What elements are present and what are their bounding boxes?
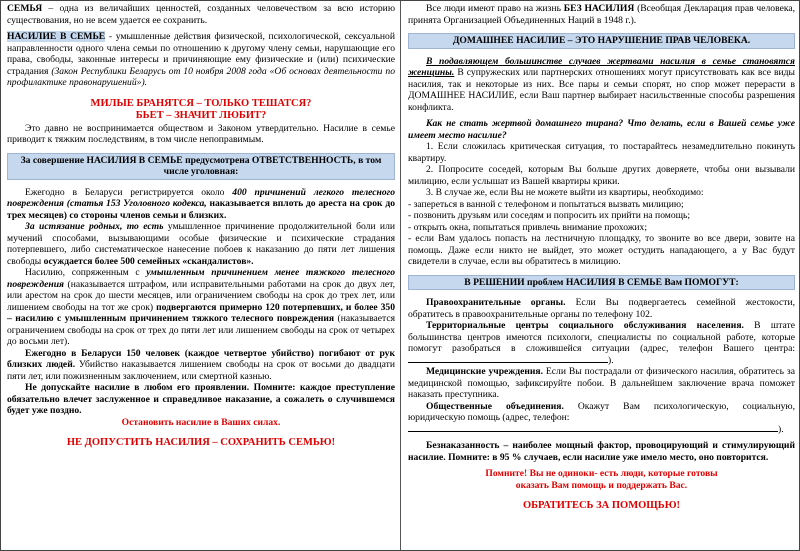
slogan-line-2: БЬЕТ – ЗНАЧИТ ЛЮБИТ? — [135, 110, 267, 121]
paragraph-torture: За истязание родных, то есть умышленное причинение продолжительной боли или мучений способами, вызывающими особые физические и психические страдания потерпевшего, либо систематическое нанесение побоев к наказанию до пяти лет лишения свободы осуждается более 500 семейных «скандалистов». — [7, 221, 395, 267]
slogan-text: Это давно не воспринимается обществом и Законом утвердительно. Насилие в семье приводит к тяжким последствиям, в том числе непоправимым. — [7, 122, 395, 145]
bullet-item: - если Вам удалось попасть на лестничную площадку, то звоните во все двери, зовите на помощь. Даже если никто не выйдет, это может остудить нападающего, а у Вас будут свидетели в случае, если вы обратитесь в милицию. — [408, 233, 795, 267]
slogan-line-1: МИЛЫЕ БРАНЯТСЯ – ТОЛЬКО ТЕШАТСЯ? — [90, 97, 312, 109]
step-3: 3. В случае же, если Вы не можете выйти из квартиры, необходимо: — [426, 187, 704, 198]
final-call: ОБРАТИТЕСЬ ЗА ПОМОЩЬЮ! — [522, 500, 681, 511]
stop-violence-line: Остановить насилие в Ваших силах. — [121, 416, 281, 428]
step-2: 2. Попросите соседей, которым Вы больше других доверяете, чтобы они вызывали милицию, если услышат из Вашей квартиры крики. — [408, 164, 795, 187]
intro-paragraph: СЕМЬЯ – одна из величайших ценностей, созданных человечеством за всю историю существования, но не всем удается ее сохранить. — [7, 3, 395, 26]
help-social-centers: Территориальные центры социального обслуживания населения. В штате большинства центров имеются психологи, специалисты по социальной работе, которые помогут разобраться в сложившейся ситуации (адрес, телефон Вашего центра:). — [408, 320, 795, 366]
bullet-item: - запереться в ванной с телефоном и попытаться вызвать милицию; — [408, 198, 684, 210]
women-victims-paragraph: В подавляющем большинстве случаев жертвами насилия в семье становятся женщины. В супружеских или партнерских отношениях могут присутствовать как все виды насилия, так и некоторые из них. Все пары и семьи спорят, но спор может перерасти в ДОМАШНЕЕ НАСИЛИЕ, если Ваш партнер выбирает насильственные способы разрешения конфликта. — [408, 55, 795, 113]
bullet-item: - открыть окна, попытаться привлечь внимание прохожих; — [408, 221, 648, 233]
help-medical: Медицинские учреждения. Если Вы пострадали от физического насилия, обратитесь за медицинской помощью, зафиксируйте побои. В дальнейшем заключение врача поможет наказать преступника. — [408, 366, 795, 400]
paragraph-light-injury: Ежегодно в Беларуси регистрируется около 400 причинений легкого телесного повреждения (статья 153 Уголовного кодекса, наказывается вплоть до ареста на срок до трех месяцев) со стороны членов семьи и близких. — [7, 186, 395, 221]
paragraph-medium-injury: Насилию, сопряженным с умышленным причинением менее тяжкого телесного повреждения (наказывается штрафом, или исправительными работами на срок до двух лет, или арестом на срок до шести месяцев, или ограничением свободы на срок до трех лет, или лишением свободы на тот же срок) подвергаются примерно 120 потерпевших, и более 350 – насилию с умышленным причинением тяжкого телесного повреждения (наказывается ограничением свободы на срок от трех до пяти лет или лишением свободы на срок от четырех до восьми лет). — [7, 267, 396, 347]
help-law-enforcement: Правоохранительные органы. Если Вы подвергаетесь семейной жестокости, обратитесь в правоохранительные органы по телефону 102. — [408, 297, 795, 320]
paragraph-murder: Ежегодно в Беларуси 150 человек (каждое четвертое убийство) погибают от рук близких людей. Убийство наказывается лишением свободы на срок от восьми до двадцати пяти лет, или пожизненным заключением, или смертной казнью. — [7, 347, 395, 382]
remember-line-1: Помните! Вы не одиноки- есть люди, которые готовы — [485, 468, 718, 479]
responsibility-band: За совершение НАСИЛИЯ В СЕМЬЕ предусмотрена ОТВЕТСТВЕННОСТЬ, в том числе уголовная: — [7, 153, 395, 180]
left-column — [1, 1, 401, 550]
final-slogan-left: НЕ ДОПУСТИТЬ НАСИЛИЯ – СОХРАНИТЬ СЕМЬЮ! — [66, 437, 336, 448]
human-rights-band: ДОМАШНЕЕ НАСИЛИЕ – ЭТО НАРУШЕНИЕ ПРАВ ЧЕЛОВЕКА. — [408, 33, 795, 49]
step-1: 1. Если сложилась критическая ситуация, то постарайтесь незамедлительно покинуть квартиру. — [408, 141, 795, 164]
help-public-organizations: Общественные объединения. Окажут Вам психологическую, социальную, юридическую помощь (адрес, телефон: ). — [408, 400, 795, 435]
question-heading: Как не стать жертвой домашнего тирана? Что делать, если в Вашей семье уже имеет место насилие? — [408, 118, 795, 141]
paragraph-warning: Не допускайте насилие в любом его проявлении. Помните: каждое преступление обязательно влечет заслуженное и справедливое наказание, а сожалеть о случившемся будет уже поздно. — [7, 382, 395, 416]
contact-fill-line — [408, 431, 778, 432]
address-fill-line — [408, 362, 608, 363]
column-divider — [400, 1, 401, 550]
rights-paragraph: Все люди имеют право на жизнь БЕЗ НАСИЛИЯ (Всеобщая Декларация прав человека, принята Организацией Объединенных Наций в 1948 г.). — [408, 3, 795, 26]
remember-line-2: оказать Вам помощь и поддержать Вас. — [515, 479, 688, 491]
violence-definition: НАСИЛИЕ В СЕМЬЕ - умышленные действия физической, психологической, сексуальной направленности одного члена семьи по отношению к другому члену семьи, нарушающие его права, свободы, законные интересы и причиняющие ему физические и (или) психические страдания (Закон Республики Беларусь от 10 ноября 2008 года «Об основах деятельности по профилактике правонарушений»). — [7, 31, 395, 88]
help-band: В РЕШЕНИИ проблем НАСИЛИЯ В СЕМЬЕ Вам ПОМОГУТ: — [408, 275, 795, 291]
right-column — [402, 1, 800, 550]
impunity-paragraph: Безнаказанность – наиболее мощный фактор, провоцирующий и стимулирующий насилие. Помните: в 95 % случаев, если насилие уже имело место, оно повторится. — [408, 440, 795, 463]
bullet-item: - позвонить друзьям или соседям и попросить их прийти на помощь; — [408, 210, 691, 221]
violence-definition-label: НАСИЛИЕ В СЕМЬЕ — [7, 31, 106, 42]
